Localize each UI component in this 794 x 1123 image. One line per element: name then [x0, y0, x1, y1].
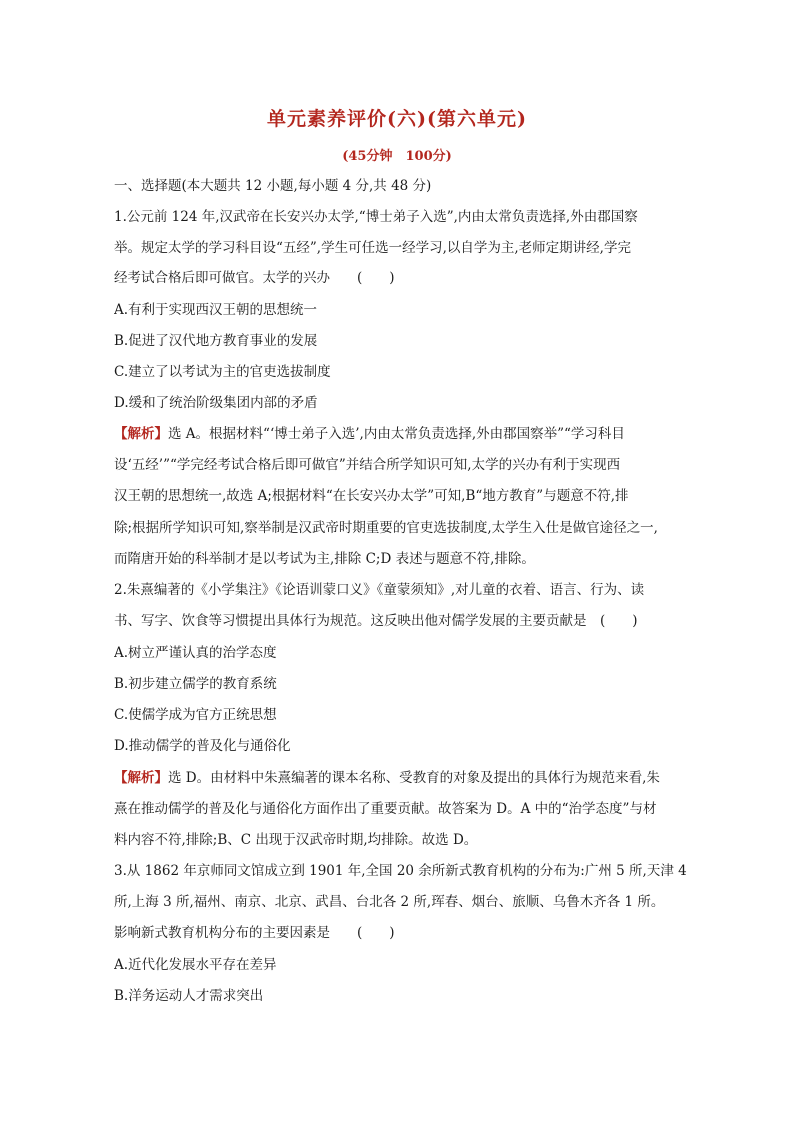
analysis-text: 选 D。由材料中朱熹编著的课本名称、受教育的对象及提出的具体行为规范来看,朱 — [168, 770, 660, 786]
section-header: 一、选择题(本大题共 12 小题,每小题 4 分,共 48 分) — [114, 178, 432, 194]
q2-option-c: C.使儒学成为官方正统思想 — [114, 707, 277, 723]
q1-option-d: D.缓和了统治阶级集团内部的矛盾 — [114, 395, 318, 411]
q1-analysis-line-2: 设‘五经’”“学完经考试合格后即可做官”并结合所学知识可知,太学的兴办有利于实现西 — [114, 457, 621, 473]
q1-option-b: B.促进了汉代地方教育事业的发展 — [114, 333, 318, 349]
q1-stem-line-1: 1.公元前 124 年,汉武帝在长安兴办太学,“博士弟子入选”,内由太常负责选择,外由郡国察 — [114, 209, 638, 225]
q1-option-c: C.建立了以考试为主的官吏选拔制度 — [114, 364, 331, 380]
q3-stem-line-3: 影响新式教育机构分布的主要因素是 ( ) — [114, 925, 395, 941]
time-and-score: (45分钟 100分) — [342, 149, 452, 164]
analysis-label: 【解析】 — [114, 770, 168, 786]
q1-stem-line-2: 举。规定太学的学习科目设“五经”,学生可任选一经学习,以自学为主,老师定期讲经,学完 — [114, 240, 631, 256]
q2-option-a: A.树立严谨认真的治学态度 — [114, 645, 277, 661]
q1-option-a: A.有利于实现西汉王朝的思想统一 — [114, 302, 318, 318]
q2-option-d: D.推动儒学的普及化与通俗化 — [114, 738, 291, 754]
page-title: 单元素养评价(六)(第六单元) — [267, 108, 527, 130]
q3-option-b: B.洋务运动人才需求突出 — [114, 988, 264, 1004]
q1-analysis-line-1 — [114, 424, 694, 444]
q1-analysis-line-3: 汉王朝的思想统一,故选 A;根据材料“在长安兴办太学”可知,B“地方教育”与题意不符,排 — [114, 488, 629, 504]
q1-analysis-line-4: 除;根据所学知识可知,察举制是汉武帝时期重要的官吏选拔制度,太学生入仕是做官途径之一, — [114, 520, 658, 536]
q3-option-a: A.近代化发展水平存在差异 — [114, 957, 277, 973]
q2-stem-line-1: 2.朱熹编著的《小学集注》《论语训蒙口义》《童蒙须知》,对儿童的衣着、语言、行为、读 — [114, 582, 645, 598]
q3-stem-line-2: 所,上海 3 所,福州、南京、北京、武昌、台北各 2 所,珲春、烟台、旅顺、乌鲁木齐各 1 所。 — [114, 894, 665, 910]
q2-analysis-line-3: 料内容不符,排除;B、C 出现于汉武帝时期,均排除。故选 D。 — [114, 832, 478, 848]
q1-analysis-line-5: 而隋唐开始的科举制才是以考试为主,排除 C;D 表述与题意不符,排除。 — [114, 551, 535, 567]
analysis-text: 选 A。根据材料“‘博士弟子入选’,内由太常负责选择,外由郡国察举”“学习科目 — [168, 426, 625, 442]
q3-stem-line-1: 3.从 1862 年京师同文馆成立到 1901 年,全国 20 余所新式教育机构的分布为:广州 5 所,天津 4 — [114, 863, 687, 879]
q1-stem-line-3: 经考试合格后即可做官。太学的兴办 ( ) — [114, 270, 395, 286]
q2-stem-line-2: 书、写字、饮食等习惯提出具体行为规范。这反映出他对儒学发展的主要贡献是 ( ) — [114, 613, 638, 629]
q2-analysis-line-1 — [114, 768, 694, 788]
q2-analysis-line-2: 熹在推动儒学的普及化与通俗化方面作出了重要贡献。故答案为 D。A 中的“治学态度”与材 — [114, 801, 657, 817]
analysis-label: 【解析】 — [114, 426, 168, 442]
q2-option-b: B.初步建立儒学的教育系统 — [114, 676, 277, 692]
